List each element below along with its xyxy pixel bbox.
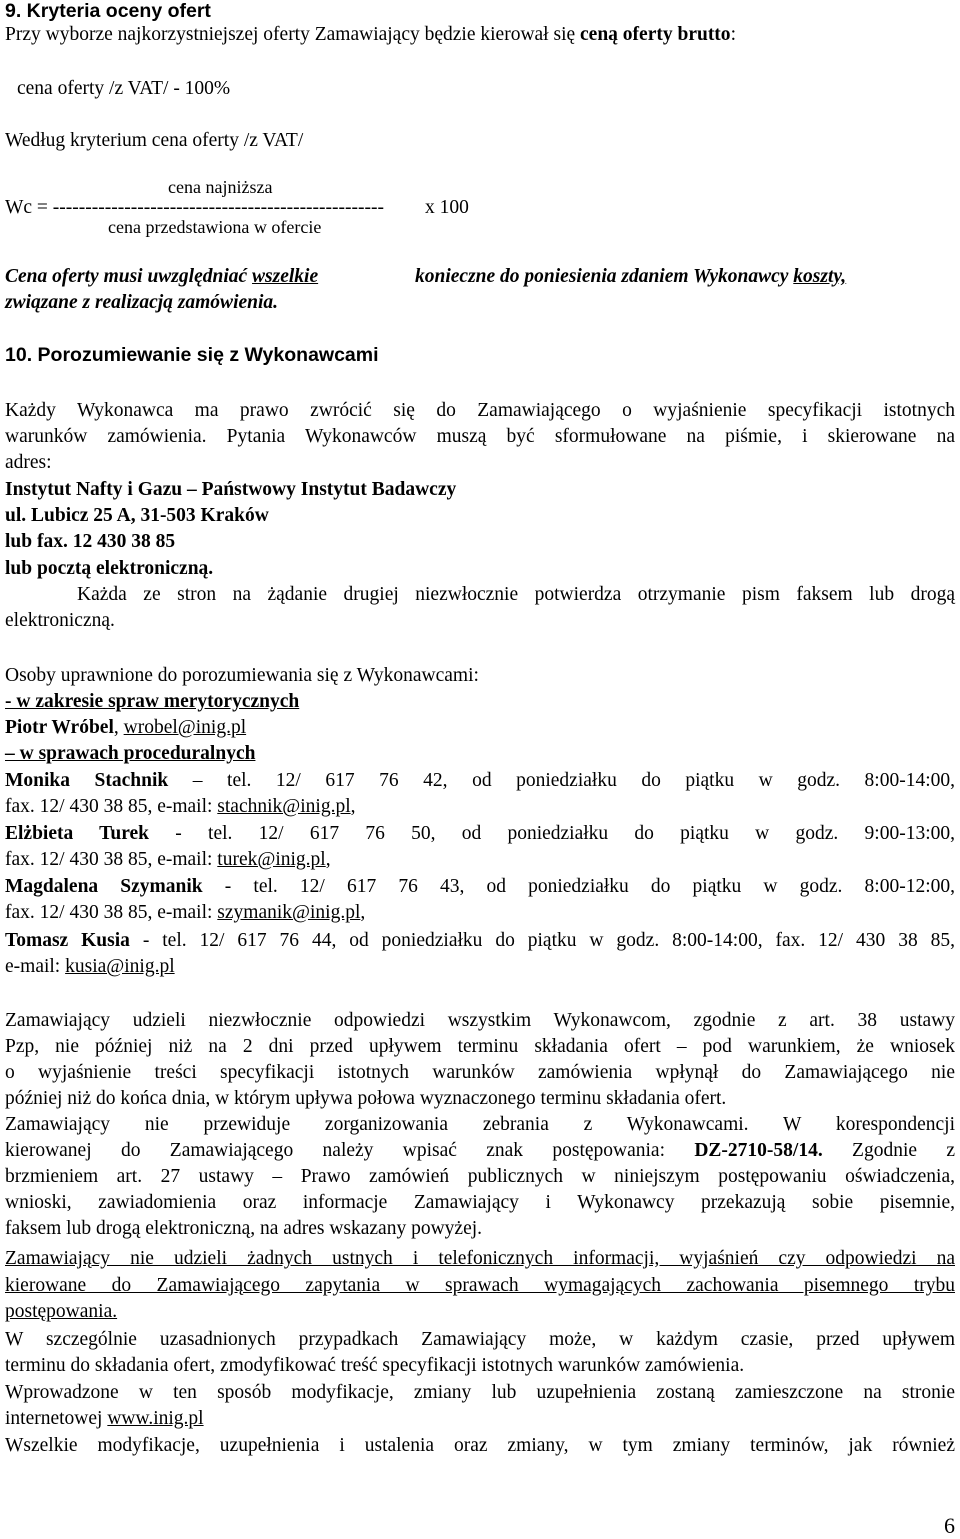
p3-line-1: Zamawiający udzieli niezwłocznie odpowiedzi wszystkim Wykonawcom, zgodnie z art. 38 ustawy: [5, 1010, 955, 1031]
address-line-4: lub pocztą elektroniczną.: [5, 558, 214, 579]
p1-line-3: adres:: [5, 452, 52, 473]
p1-line-1: Każdy Wykonawca ma prawo zwrócić się do Zamawiającego o wyjaśnienie specyfikacji istotnych: [5, 400, 955, 421]
persons-intro: Osoby uprawnione do porozumiewania się z Wykonawcami:: [5, 665, 479, 686]
email-link[interactable]: stachnik@inig.pl: [217, 796, 351, 817]
merit-heading: - w zakresie spraw merytorycznych: [5, 691, 300, 712]
contact-tomasz-mail: e-mail: kusia@inig.pl: [5, 956, 175, 977]
p3-line-2: Pzp, nie później niż na 2 dni przed upływem terminu składania ofert – pod warunkiem, że wniosek: [5, 1036, 955, 1057]
p3-line-3: o wyjaśnienie treści specyfikacji istotnych warunków zamówienia wpłynął do Zamawiającego nie: [5, 1062, 955, 1083]
formula-numerator: cena najniższa: [168, 177, 273, 197]
p5-line-2: kierowane do Zamawiającego zapytania w sprawach wymagających zachowania pisemnego trybu: [5, 1275, 955, 1296]
contact-tomasz: Tomasz Kusia - tel. 12/ 617 76 44, od poniedziałku do piątku w godz. 8:00-14:00, fax. 12/ 430 38 85,: [5, 930, 955, 951]
p2-line-1: Każda ze stron na żądanie drugiej niezwłocznie potwierdza otrzymanie pism faksem lub drogą: [77, 584, 955, 605]
criteria-intro: Przy wyborze najkorzystniejszej oferty Zamawiający będzie kierował się ceną oferty brutto:: [5, 24, 736, 45]
page-number: 6: [944, 1513, 955, 1538]
email-link[interactable]: wrobel@inig.pl: [123, 717, 247, 738]
case-number: DZ-2710-58/14.: [694, 1140, 823, 1161]
formula-line: Wc = --------------------------------------------------- x 100: [5, 195, 955, 221]
p4-line-3: brzmieniem art. 27 ustawy – Prawo zamówień publicznych w niniejszym postępowaniu oświadczenia,: [5, 1166, 955, 1187]
email-link[interactable]: turek@inig.pl: [217, 849, 326, 870]
criterion-label: Według kryterium cena oferty /z VAT/: [5, 130, 304, 151]
procedural-heading: – w sprawach proceduralnych: [5, 743, 256, 764]
contact-name: Elżbieta Turek: [5, 823, 150, 844]
contact-elzbieta-fax: fax. 12/ 430 38 85, e-mail: turek@inig.pl,: [5, 849, 331, 870]
p4-line-2: kierowanej do Zamawiającego należy wpisać znak postępowania: DZ-2710-58/14. Zgodnie z: [5, 1140, 955, 1161]
address-line-3: lub fax. 12 430 38 85: [5, 531, 176, 552]
price-note-line-1: Cena oferty musi uwzględniać wszelkie konieczne do poniesienia zdaniem Wykonawcy koszty,: [5, 266, 847, 287]
p7-line-1: Wprowadzone w ten sposób modyfikacje, zmiany lub uzupełnienia zostaną zamieszczone na stronie: [5, 1382, 955, 1403]
p3-line-4: później niż do końca dnia, w którym upływa połowa wyznaczonego terminu składania ofert.: [5, 1088, 727, 1109]
price-note-line-2: związane z realizacją zamówienia.: [5, 292, 279, 313]
formula-multiplier: x 100: [425, 197, 469, 218]
p1-line-2: warunków zamówienia. Pytania Wykonawców muszą być sformułowane na piśmie, i skierowane na: [5, 426, 955, 447]
contact-monika: Monika Stachnik – tel. 12/ 617 76 42, od poniedziałku do piątku w godz. 8:00-14:00,: [5, 770, 955, 791]
contact-magdalena-fax: fax. 12/ 430 38 85, e-mail: szymanik@inig.pl,: [5, 902, 366, 923]
p2-line-2: elektroniczną.: [5, 610, 115, 631]
p5-line-3: postępowania.: [5, 1301, 118, 1322]
website-link[interactable]: www.inig.pl: [107, 1408, 204, 1429]
contact-piotr: Piotr Wróbel, wrobel@inig.pl: [5, 717, 247, 738]
p4-line-5: faksem lub drogą elektroniczną, na adres wskazany powyżej.: [5, 1218, 483, 1239]
p6-line-1: W szczególnie uzasadnionych przypadkach Zamawiający może, w każdym czasie, przed upływem: [5, 1329, 955, 1350]
contact-name: Magdalena Szymanik: [5, 876, 203, 897]
p4-line-4: wnioski, zawiadomienia oraz informacje Zamawiający i Wykonawcy przekazują sobie pisemnie,: [5, 1192, 955, 1213]
gross-price-text: ceną oferty brutto: [580, 24, 731, 45]
p7-line-2: internetowej www.inig.pl: [5, 1408, 204, 1429]
email-link[interactable]: kusia@inig.pl: [65, 956, 175, 977]
contact-elzbieta: Elżbieta Turek - tel. 12/ 617 76 50, od poniedziałku do piątku w godz. 9:00-13:00,: [5, 823, 955, 844]
email-link[interactable]: szymanik@inig.pl: [217, 902, 361, 923]
p6-line-2: terminu do składania ofert, zmodyfikować treść specyfikacji istotnych warunków zamówienia.: [5, 1355, 745, 1376]
contact-name: Piotr Wróbel: [5, 717, 114, 738]
contact-name: Monika Stachnik: [5, 770, 169, 791]
section-9-heading: 9. Kryteria oceny ofert: [5, 0, 211, 22]
address-line-2: ul. Lubicz 25 A, 31-503 Kraków: [5, 505, 269, 526]
p5-line-1: Zamawiający nie udzieli żadnych ustnych i telefonicznych informacji, wyjaśnień czy odpowiedzi na: [5, 1248, 955, 1269]
contact-monika-fax: fax. 12/ 430 38 85, e-mail: stachnik@inig.pl,: [5, 796, 356, 817]
contact-magdalena: Magdalena Szymanik - tel. 12/ 617 76 43, od poniedziałku do piątku w godz. 8:00-12:00,: [5, 876, 956, 897]
contact-name: Tomasz Kusia: [5, 930, 130, 951]
section-10-heading: 10. Porozumiewanie się z Wykonawcami: [5, 344, 379, 366]
address-line-1: Instytut Nafty i Gazu – Państwowy Instytut Badawczy: [5, 479, 457, 500]
p4-line-1: Zamawiający nie przewiduje zorganizowania zebrania z Wykonawcami. W korespondencji: [5, 1114, 955, 1135]
criterion-weight: cena oferty /z VAT/ - 100%: [17, 78, 231, 99]
p8-line-1: Wszelkie modyfikacje, uzupełnienia i ustalenia oraz zmiany, w tym zmiany terminów, jak również: [5, 1435, 955, 1456]
formula-denominator: cena przedstawiona w ofercie: [108, 217, 322, 237]
